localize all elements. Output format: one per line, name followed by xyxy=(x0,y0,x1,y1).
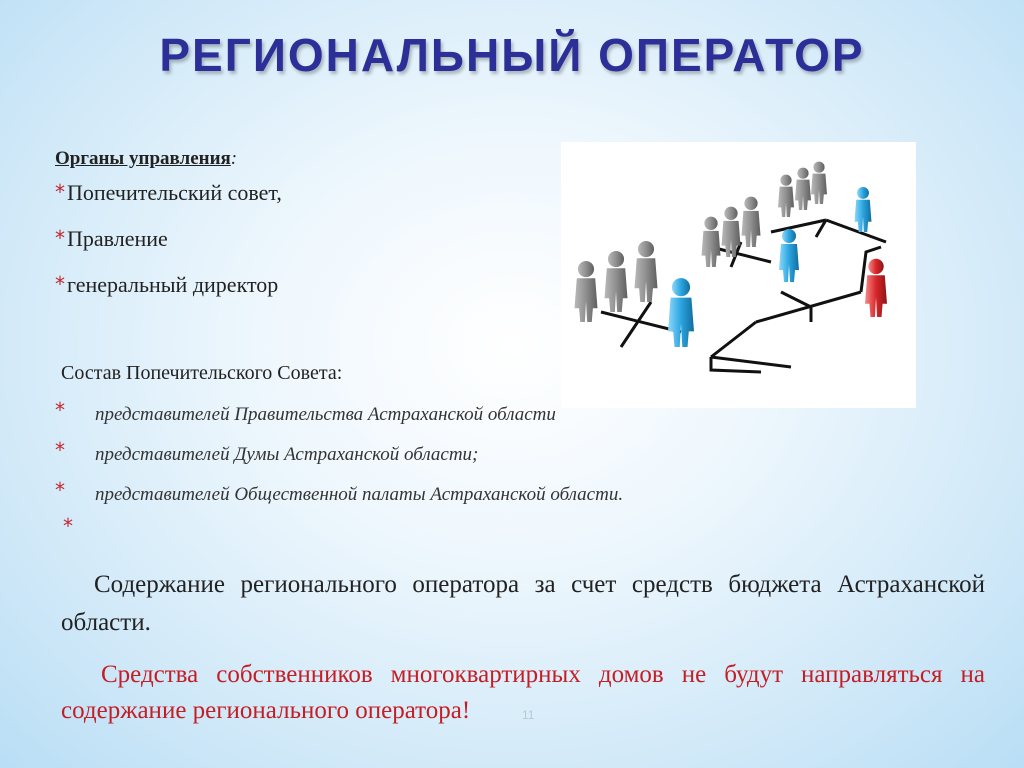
governance-list xyxy=(55,180,282,318)
list-item-text: Правление xyxy=(67,226,168,251)
list-item-text: Попечительский совет, xyxy=(67,180,282,205)
slide-title: РЕГИОНАЛЬНЫЙ ОПЕРАТОР xyxy=(159,29,865,81)
asterisk-bullet-icon: * xyxy=(55,226,65,250)
governance-heading-text: Органы управления xyxy=(55,148,231,169)
asterisk-bullet-icon: * xyxy=(55,478,65,502)
owners-funds-paragraph: Средства собственников многоквартирных домов не будут направляться на содержание регионального оператора! xyxy=(61,661,985,724)
list-item xyxy=(55,226,282,272)
funding-paragraph: Содержание регионального оператора за счет средств бюджета Астраханской области. xyxy=(61,571,985,636)
org-chart-people-icon xyxy=(561,142,916,408)
list-item-text: представителей Общественной палаты Астраханской области. xyxy=(95,484,624,505)
governance-heading-colon: : xyxy=(230,148,238,169)
board-composition-heading: Состав Попечительского Совета: xyxy=(61,362,343,384)
asterisk-bullet-icon: * xyxy=(63,514,73,538)
asterisk-bullet-icon: * xyxy=(55,398,65,422)
list-item xyxy=(55,272,282,318)
asterisk-bullet-icon: * xyxy=(55,272,65,296)
asterisk-bullet-icon: * xyxy=(55,180,65,204)
list-item-text: представителей Думы Астраханской области; xyxy=(95,444,479,465)
list-item-text: генеральный директор xyxy=(67,272,279,297)
governance-heading xyxy=(55,148,237,170)
list-item-text: представителей Правительства Астраханской области xyxy=(95,404,556,425)
asterisk-bullet-icon: * xyxy=(55,438,65,462)
list-item xyxy=(55,180,282,226)
org-structure-illustration xyxy=(561,142,916,408)
slide-number: 11 xyxy=(522,708,535,722)
